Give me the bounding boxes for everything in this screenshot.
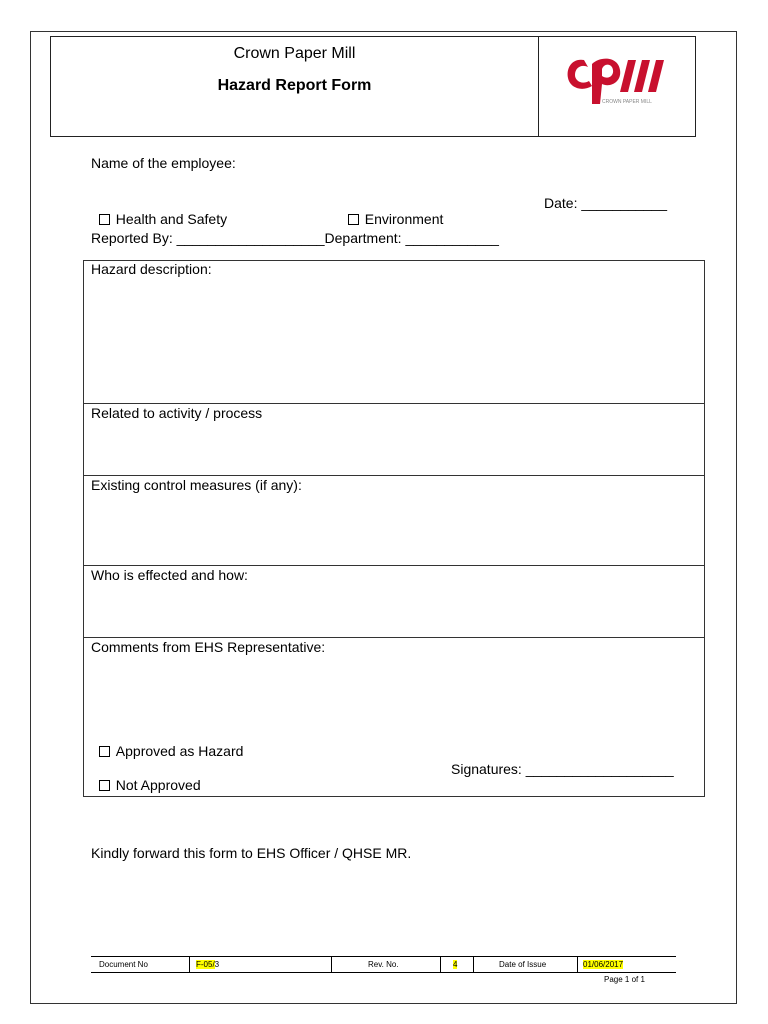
date-of-issue-label: Date of Issue [499, 960, 547, 969]
form-title: Hazard Report Form [217, 77, 372, 94]
related-activity-label: Related to activity / process [91, 405, 263, 421]
rev-value-text: 4 [453, 960, 458, 969]
hazard-table [83, 260, 705, 797]
rev-label: Rev. No. [368, 960, 399, 969]
company-logo [562, 48, 674, 110]
doc-no-label: Document No [99, 960, 148, 969]
row-divider [83, 637, 705, 638]
environment-option[interactable] [340, 195, 443, 227]
row-divider [83, 475, 705, 476]
checkbox-icon[interactable] [348, 214, 359, 225]
approved-option[interactable] [91, 727, 243, 759]
date-of-issue-value [583, 957, 623, 972]
date-of-issue-text: 01/06/2017 [583, 960, 624, 969]
existing-controls-label: Existing control measures (if any): [91, 477, 302, 493]
approved-label: Approved as Hazard [115, 743, 244, 759]
health-safety-label: Health and Safety [115, 211, 228, 227]
environment-label: Environment [364, 211, 444, 227]
checkbox-icon[interactable] [99, 780, 110, 791]
checkbox-icon[interactable] [99, 214, 110, 225]
signatures-field[interactable]: Signatures: ___________________ [451, 761, 674, 777]
company-name: Crown Paper Mill [233, 45, 356, 62]
reported-by-department-field[interactable]: Reported By: ___________________Department: ____________ [91, 230, 499, 246]
doc-no-rest: 3 [214, 960, 220, 969]
page-number: Page 1 of 1 [604, 975, 645, 984]
rev-value [453, 957, 457, 972]
who-effected-label: Who is effected and how: [91, 567, 248, 583]
footer-separator [440, 956, 441, 973]
footer-separator [331, 956, 332, 973]
checkbox-icon[interactable] [99, 746, 110, 757]
doc-no-highlight: F-05/ [196, 960, 215, 969]
row-divider [83, 403, 705, 404]
comments-ehs-label: Comments from EHS Representative: [91, 639, 326, 655]
not-approved-label: Not Approved [115, 777, 201, 793]
footer-separator [473, 956, 474, 973]
footer-separator [189, 956, 190, 973]
footer-separator [577, 956, 578, 973]
row-divider [83, 565, 705, 566]
date-field[interactable]: Date: ___________ [544, 195, 667, 211]
forward-note: Kindly forward this form to EHS Officer / QHSE MR. [91, 845, 412, 861]
logo-caption: CROWN PAPER MILL [602, 99, 652, 105]
employee-name-label: Name of the employee: [91, 155, 236, 171]
not-approved-option[interactable] [91, 761, 201, 793]
health-safety-option[interactable] [91, 195, 227, 227]
doc-no-value [196, 957, 219, 972]
hazard-description-label: Hazard description: [91, 261, 212, 277]
